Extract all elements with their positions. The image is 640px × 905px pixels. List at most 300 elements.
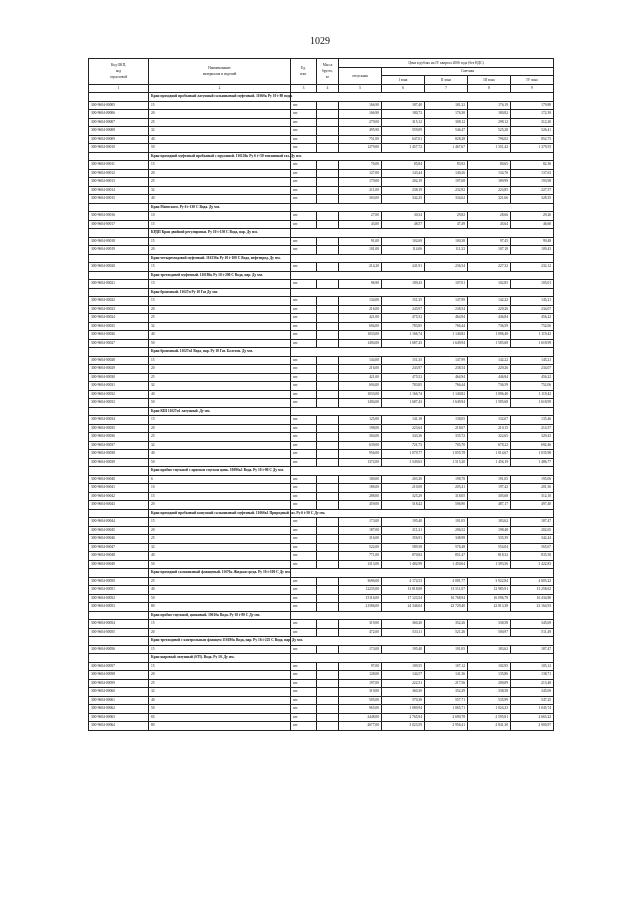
- item-code: 300-9604-00054: [89, 620, 149, 629]
- price-zone-1: 195,40: [382, 518, 425, 527]
- price-zone-4: 2 900,97: [511, 722, 554, 731]
- price-supplier: 316,00: [339, 535, 382, 544]
- item-unit: шт.: [291, 696, 317, 705]
- price-zone-2: 1 649,94: [425, 399, 468, 408]
- section-empty-cells: [291, 348, 554, 357]
- price-supplier: 319,00: [339, 620, 382, 629]
- table-row: [89, 339, 554, 348]
- price-zone-4: 99,48: [511, 237, 554, 246]
- price-zone-2: 464,94: [425, 373, 468, 382]
- price-zone-3: 80,65: [468, 161, 511, 170]
- table-row: [89, 101, 554, 110]
- item-code: 300-9604-00009: [89, 135, 149, 144]
- item-mass: [317, 535, 339, 544]
- item-code: 300-9604-00064: [89, 722, 149, 731]
- item-mass: [317, 195, 339, 204]
- item-unit: шт.: [291, 433, 317, 442]
- price-zone-2: 13 511,07: [425, 586, 468, 595]
- price-zone-2: 205,41: [425, 484, 468, 493]
- item-unit: шт.: [291, 628, 317, 637]
- item-size: 32: [149, 127, 291, 136]
- item-size: 25: [149, 314, 291, 323]
- table-row: [89, 560, 554, 569]
- item-mass: [317, 305, 339, 314]
- item-mass: [317, 237, 339, 246]
- price-supplier: 134,00: [339, 297, 382, 306]
- item-size: 25: [149, 577, 291, 586]
- price-supplier: 472,00: [339, 628, 382, 637]
- item-code: 300-9604-00019: [89, 246, 149, 255]
- price-zone-2: 318,05: [425, 492, 468, 501]
- item-mass: [317, 127, 339, 136]
- price-supplier: 319,00: [339, 688, 382, 697]
- price-supplier: 12235,00: [339, 586, 382, 595]
- price-supplier: 505,00: [339, 696, 382, 705]
- price-supplier: 694,00: [339, 322, 382, 331]
- section-code-cell: [89, 467, 149, 476]
- table-row: [89, 416, 554, 425]
- section-header-row: [89, 407, 554, 416]
- price-zone-1: 1 549,63: [382, 458, 425, 467]
- col-number: 1: [89, 84, 149, 93]
- price-supplier: 216,00: [339, 305, 382, 314]
- price-supplier: 1372,00: [339, 458, 382, 467]
- item-code: 300-9604-00051: [89, 586, 149, 595]
- item-mass: [317, 484, 339, 493]
- price-supplier: 21586,00: [339, 603, 382, 612]
- item-mass: [317, 101, 339, 110]
- section-title: Кран проходной сальниковый фланцевый. 11б7бк Жидкая среда. Ру 10 t-100 С Ду мм.: [149, 569, 291, 578]
- header-zone-4: IV зона: [511, 76, 554, 85]
- price-zone-4: 109,43: [511, 246, 554, 255]
- price-zone-1: 870,82: [382, 552, 425, 561]
- header-estimate: Сметная: [382, 67, 554, 76]
- price-zone-4: 179,88: [511, 101, 554, 110]
- table-row: [89, 722, 554, 731]
- price-zone-3: 209,09: [468, 679, 511, 688]
- price-zone-4: 1 618,99: [511, 399, 554, 408]
- price-zone-4: 13 258,62: [511, 586, 554, 595]
- price-supplier: 179,00: [339, 178, 382, 187]
- price-zone-4: 232,12: [511, 263, 554, 272]
- price-zone-3: 796,02: [468, 135, 511, 144]
- item-unit: шт.: [291, 713, 317, 722]
- item-size: 10: [149, 484, 291, 493]
- header-supplier: отпускная: [339, 67, 382, 84]
- section-header-row: [89, 271, 554, 280]
- table-row: [89, 475, 554, 484]
- item-size: 50: [149, 594, 291, 603]
- table-row: [89, 390, 554, 399]
- table-row: [89, 331, 554, 340]
- item-code: 300-9604-00036: [89, 433, 149, 442]
- price-zone-3: 12 985,91: [468, 586, 511, 595]
- item-size: 40: [149, 331, 291, 340]
- item-code: 300-9604-00057: [89, 662, 149, 671]
- item-unit: шт.: [291, 450, 317, 459]
- price-supplier: 27,00: [339, 212, 382, 221]
- item-mass: [317, 135, 339, 144]
- table-row: [89, 450, 554, 459]
- item-code: 300-9604-00052: [89, 594, 149, 603]
- section-empty-cells: [291, 611, 554, 620]
- price-zone-4: 852,75: [511, 135, 554, 144]
- item-code: 300-9604-00008: [89, 127, 149, 136]
- price-zone-4: 511,49: [511, 628, 554, 637]
- price-zone-4: 137,63: [511, 169, 554, 178]
- item-mass: [317, 416, 339, 425]
- item-code: 300-9604-00030: [89, 373, 149, 382]
- section-code-cell: [89, 637, 149, 646]
- price-supplier: 751,00: [339, 135, 382, 144]
- item-size: 80: [149, 722, 291, 731]
- price-supplier: 180,00: [339, 475, 382, 484]
- price-supplier: 304,00: [339, 433, 382, 442]
- item-unit: шт.: [291, 552, 317, 561]
- price-zone-1: 243,97: [382, 365, 425, 374]
- item-code: 300-9604-00010: [89, 144, 149, 153]
- item-code: 300-9604-00013: [89, 178, 149, 187]
- price-supplier: 15116,00: [339, 594, 382, 603]
- item-unit: шт.: [291, 424, 317, 433]
- price-zone-3: 554,04: [468, 543, 511, 552]
- section-title: Кран пробно-спускной с прямым спуском цапк. 10б9бк1 Вода. Ру 10 t-80 С Ду мм.: [149, 467, 291, 476]
- item-unit: шт.: [291, 322, 317, 331]
- table-row: [89, 594, 554, 603]
- table-row: [89, 356, 554, 365]
- item-unit: шт.: [291, 356, 317, 365]
- item-unit: шт.: [291, 492, 317, 501]
- section-code-cell: [89, 407, 149, 416]
- section-code-cell: [89, 611, 149, 620]
- price-zone-3: 223,85: [468, 186, 511, 195]
- table-row: [89, 263, 554, 272]
- price-zone-2: 23 729,40: [425, 603, 468, 612]
- item-code: 300-9604-00043: [89, 501, 149, 510]
- price-zone-1: 2 765,94: [382, 713, 425, 722]
- item-unit: шт.: [291, 169, 317, 178]
- section-title: КРДП Кран двойной регулировки. Ру 10 t-150 С Вода, пар. Ду мм.: [149, 229, 291, 238]
- item-unit: шт.: [291, 705, 317, 714]
- price-zone-4: 752,06: [511, 382, 554, 391]
- price-zone-3: 28,66: [468, 212, 511, 221]
- price-zone-1: 210,08: [382, 484, 425, 493]
- price-zone-4: 526,41: [511, 127, 554, 136]
- item-size: 20: [149, 526, 291, 535]
- price-supplier: 421,00: [339, 314, 382, 323]
- item-mass: [317, 722, 339, 731]
- price-zone-3: 210,15: [468, 424, 511, 433]
- item-code: 300-9604-00015: [89, 195, 149, 204]
- section-empty-cells: [291, 407, 554, 416]
- item-unit: шт.: [291, 645, 317, 654]
- section-header-row: [89, 152, 554, 161]
- item-size: 50: [149, 705, 291, 714]
- header-mass: Масса брутто, кг: [317, 59, 339, 85]
- item-unit: шт.: [291, 246, 317, 255]
- price-supplier: 166,90: [339, 110, 382, 119]
- page-number: 1029: [310, 36, 330, 47]
- price-zone-4: 46,60: [511, 220, 554, 229]
- item-unit: шт.: [291, 662, 317, 671]
- item-size: 25: [149, 118, 291, 127]
- item-size: 40: [149, 586, 291, 595]
- price-zone-2: 1 467,67: [425, 144, 468, 153]
- price-zone-3: 183,62: [468, 518, 511, 527]
- price-zone-3: 487,17: [468, 501, 511, 510]
- price-zone-2: 181,32: [425, 101, 468, 110]
- price-zone-1: 1 079,77: [382, 450, 425, 459]
- item-code: 300-9604-00006: [89, 110, 149, 119]
- price-zone-2: 705,70: [425, 441, 468, 450]
- col-number: 6: [382, 84, 425, 93]
- item-unit: шт.: [291, 237, 317, 246]
- item-code: 300-9604-00044: [89, 518, 149, 527]
- item-size: 50: [149, 560, 291, 569]
- item-code: 300-9604-00059: [89, 679, 149, 688]
- table-row: [89, 322, 554, 331]
- price-supplier: 134,00: [339, 356, 382, 365]
- item-unit: шт.: [291, 305, 317, 314]
- item-mass: [317, 186, 339, 195]
- section-code-cell: [89, 654, 149, 663]
- price-zone-3: 1 456,19: [468, 458, 511, 467]
- section-code-cell: [89, 254, 149, 263]
- item-size: 40: [149, 195, 291, 204]
- price-zone-4: 835,50: [511, 552, 554, 561]
- price-supplier: 216,00: [339, 365, 382, 374]
- table-row: [89, 161, 554, 170]
- price-zone-4: 312,10: [511, 492, 554, 501]
- item-size: 15: [149, 492, 291, 501]
- header-price-title: Цена в рублях на IV квартал 2006 года (без НДС): [339, 59, 554, 68]
- item-size: 15: [149, 101, 291, 110]
- price-zone-4: 195,06: [511, 475, 554, 484]
- item-code: 300-9604-00017: [89, 220, 149, 229]
- table-row: [89, 127, 554, 136]
- price-zone-3: 525,28: [468, 127, 511, 136]
- price-zone-3: 322,65: [468, 433, 511, 442]
- item-mass: [317, 118, 339, 127]
- price-zone-4: 1 618,99: [511, 339, 554, 348]
- item-code: 300-9604-00032: [89, 390, 149, 399]
- section-header-row: [89, 348, 554, 357]
- table-row: [89, 577, 554, 586]
- price-supplier: 173,00: [339, 518, 382, 527]
- item-size: 15: [149, 280, 291, 289]
- item-unit: шт.: [291, 458, 317, 467]
- price-zone-4: 105,12: [511, 662, 554, 671]
- item-size: 15: [149, 662, 291, 671]
- item-code: 300-9604-00024: [89, 314, 149, 323]
- item-size: 15: [149, 416, 291, 425]
- price-zone-1: 315,12: [382, 118, 425, 127]
- item-code: 300-9604-00034: [89, 416, 149, 425]
- price-zone-3: 1 024,23: [468, 705, 511, 714]
- price-zone-4: 565,67: [511, 543, 554, 552]
- price-zone-4: 497,40: [511, 501, 554, 510]
- item-unit: шт.: [291, 195, 317, 204]
- section-code-cell: [89, 271, 149, 280]
- item-size: 20: [149, 110, 291, 119]
- item-mass: [317, 220, 339, 229]
- col-number: 7: [425, 84, 468, 93]
- item-unit: шт.: [291, 722, 317, 731]
- section-header-row: [89, 569, 554, 578]
- item-size: 50: [149, 339, 291, 348]
- item-size: 10: [149, 212, 291, 221]
- item-code: 300-9604-00026: [89, 331, 149, 340]
- item-code: 300-9604-00055: [89, 628, 149, 637]
- item-size: 20: [149, 246, 291, 255]
- section-code-cell: [89, 509, 149, 518]
- price-zone-1: 342,25: [382, 195, 425, 204]
- item-code: 300-9604-00039: [89, 458, 149, 467]
- price-zone-1: 144,57: [382, 671, 425, 680]
- price-zone-1: 180,72: [382, 110, 425, 119]
- item-unit: шт.: [291, 186, 317, 195]
- item-code: 300-9604-00047: [89, 543, 149, 552]
- price-zone-1: 647,01: [382, 135, 425, 144]
- price-zone-3: 16 096,79: [468, 594, 511, 603]
- price-zone-1: 109,55: [382, 662, 425, 671]
- price-zone-4: 105,01: [511, 280, 554, 289]
- price-zone-4: 329,43: [511, 433, 554, 442]
- price-zone-2: 107,01: [425, 280, 468, 289]
- section-title: Кран трехходовой с контрольным фланцем 11б18бк Вода, пар. Ру 16 t-225 С Вода, пар. Ду мм.: [149, 637, 291, 646]
- price-zone-3: 818,32: [468, 552, 511, 561]
- table-row: [89, 169, 554, 178]
- item-mass: [317, 322, 339, 331]
- item-size: 20: [149, 169, 291, 178]
- item-code: 300-9604-00023: [89, 305, 149, 314]
- price-supplier: 76,00: [339, 161, 382, 170]
- price-zone-1: 1 089,94: [382, 705, 425, 714]
- price-zone-3: 198,48: [468, 526, 511, 535]
- item-mass: [317, 662, 339, 671]
- section-header-row: [89, 288, 554, 297]
- price-zone-1: 109,43: [382, 280, 425, 289]
- price-zone-3: 229,26: [468, 365, 511, 374]
- table-row: [89, 186, 554, 195]
- table-body: [89, 93, 554, 731]
- price-zone-2: 1 515,20: [425, 458, 468, 467]
- table-row: [89, 586, 554, 595]
- price-zone-2: 766,44: [425, 322, 468, 331]
- table-row: [89, 305, 554, 314]
- price-zone-2: 335,72: [425, 433, 468, 442]
- price-zone-3: 227,32: [468, 263, 511, 272]
- item-unit: шт.: [291, 620, 317, 629]
- price-zone-2: 851,47: [425, 552, 468, 561]
- table-row: [89, 552, 554, 561]
- item-code: 300-9604-00005: [89, 101, 149, 110]
- item-size: 40: [149, 390, 291, 399]
- price-zone-1: 238,19: [382, 186, 425, 195]
- price-zone-3: 736,59: [468, 322, 511, 331]
- price-zone-1: 143,44: [382, 169, 425, 178]
- price-zone-1: 203,30: [382, 475, 425, 484]
- item-mass: [317, 671, 339, 680]
- section-header-row: [89, 637, 554, 646]
- price-zone-4: 145,21: [511, 356, 554, 365]
- price-zone-4: 752,06: [511, 322, 554, 331]
- price-zone-3: 107,18: [468, 246, 511, 255]
- item-unit: шт.: [291, 399, 317, 408]
- item-unit: шт.: [291, 441, 317, 450]
- item-code: 300-9604-00020: [89, 263, 149, 272]
- item-code: 300-9604-00012: [89, 169, 149, 178]
- price-supplier: 101,00: [339, 246, 382, 255]
- item-unit: шт.: [291, 339, 317, 348]
- table-row: [89, 144, 554, 153]
- table-row: [89, 628, 554, 637]
- price-zone-2: 348,98: [425, 535, 468, 544]
- price-zone-3: 183,62: [468, 645, 511, 654]
- item-mass: [317, 356, 339, 365]
- price-zone-3: 135,86: [468, 671, 511, 680]
- item-unit: шт.: [291, 110, 317, 119]
- price-zone-1: 343,36: [382, 433, 425, 442]
- table-row: [89, 212, 554, 221]
- item-unit: шт.: [291, 603, 317, 612]
- header-zone-1: I зона: [382, 76, 425, 85]
- price-zone-4: 692,46: [511, 441, 554, 450]
- price-zone-1: 783,85: [382, 382, 425, 391]
- price-zone-4: 342,44: [511, 535, 554, 544]
- item-mass: [317, 543, 339, 552]
- price-zone-3: 1 585,68: [468, 339, 511, 348]
- price-supplier: 127,00: [339, 169, 382, 178]
- item-size: 15: [149, 645, 291, 654]
- section-code-cell: [89, 288, 149, 297]
- section-code-cell: [89, 569, 149, 578]
- item-size: 25: [149, 679, 291, 688]
- price-zone-4: 1 119,42: [511, 331, 554, 340]
- price-zone-2: 766,44: [425, 382, 468, 391]
- item-unit: шт.: [291, 297, 317, 306]
- price-zone-4: 193,98: [511, 178, 554, 187]
- price-zone-4: 1 486,77: [511, 458, 554, 467]
- col-number: 3: [291, 84, 317, 93]
- header-zone-2: II зона: [425, 76, 468, 85]
- price-zone-4: 234,07: [511, 365, 554, 374]
- table-row: [89, 399, 554, 408]
- item-size: 40: [149, 135, 291, 144]
- price-zone-2: 2 956,41: [425, 722, 468, 731]
- price-zone-2: 138,05: [425, 416, 468, 425]
- price-zone-3: 736,59: [468, 382, 511, 391]
- item-size: 20: [149, 501, 291, 510]
- price-supplier: 1313,00: [339, 560, 382, 569]
- price-zone-2: 1 649,94: [425, 339, 468, 348]
- item-mass: [317, 169, 339, 178]
- section-code-cell: [89, 229, 149, 238]
- section-title: Кран пробно-спускной, цапковый. 10б1бк Вода. Ру 10 t-80 С Ду мм.: [149, 611, 291, 620]
- item-code: 300-9604-00053: [89, 603, 149, 612]
- header-code: Код ОКП, код отраслевой: [89, 59, 149, 85]
- item-unit: шт.: [291, 475, 317, 484]
- item-mass: [317, 246, 339, 255]
- price-zone-1: 360,30: [382, 688, 425, 697]
- price-zone-2: 506,90: [425, 501, 468, 510]
- item-size: 20: [149, 365, 291, 374]
- table-row: [89, 433, 554, 442]
- section-title: Кран проходной муфтовый пробковый с пружиной. 11б12бк Ру 6 t+50 топливный газ. Ду мм.: [149, 152, 291, 161]
- price-zone-2: 16 768,94: [425, 594, 468, 603]
- item-size: 15: [149, 297, 291, 306]
- table-row: [89, 110, 554, 119]
